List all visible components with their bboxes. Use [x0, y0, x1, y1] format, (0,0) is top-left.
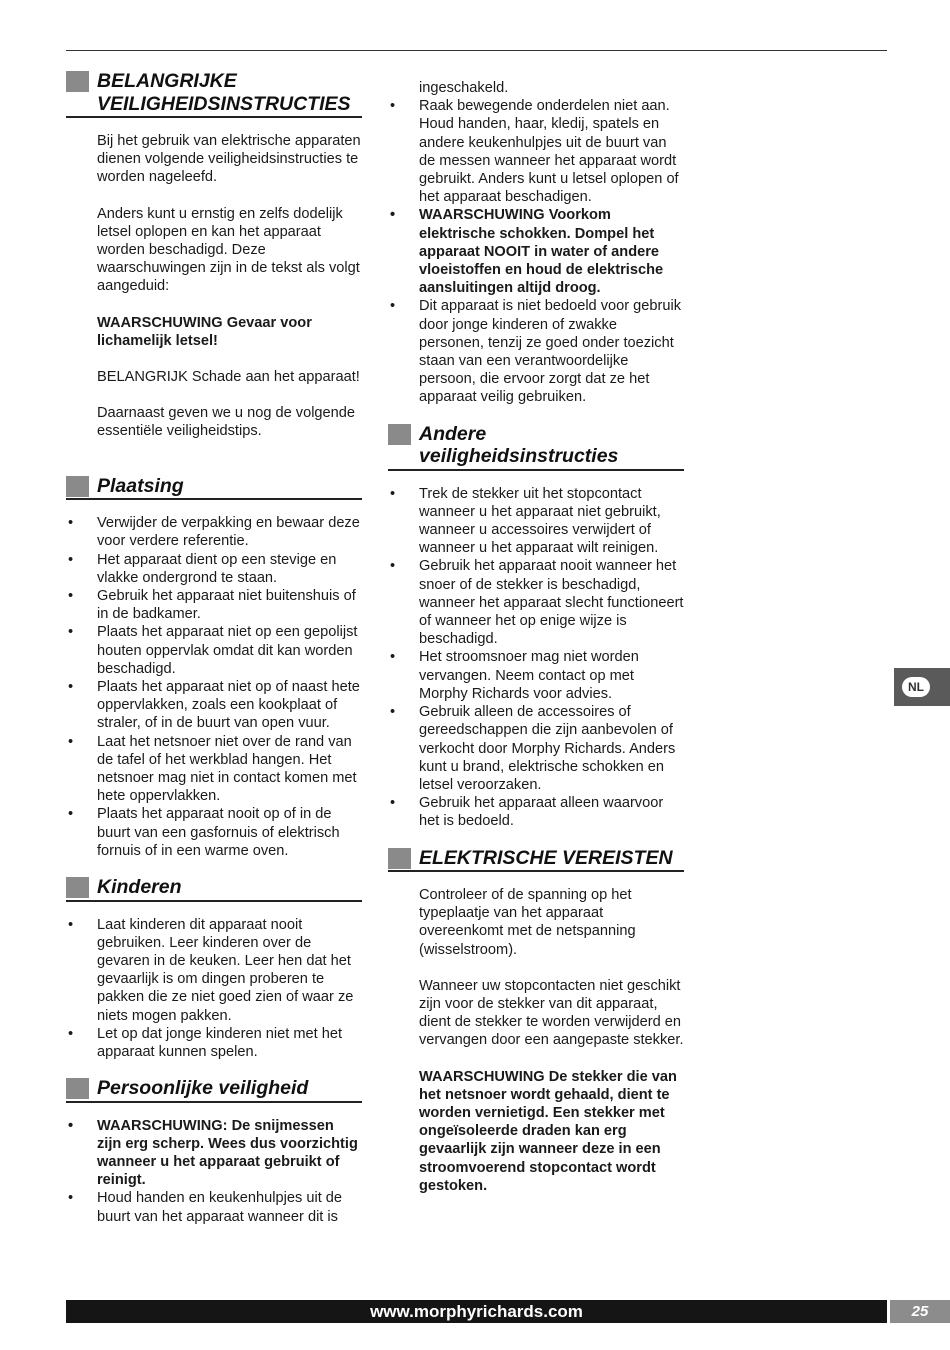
plug-paragraph: Wanneer uw stopcontacten niet geschikt zijn voor de stekker van dit apparaat, dient de stekker te worden verwijderd en vervangen door een aangepaste stekker. — [419, 977, 684, 1049]
heading-square-icon — [388, 424, 411, 445]
important-paragraph: BELANGRIJK Schade aan het apparaat! — [97, 369, 360, 386]
language-tab — [894, 668, 950, 706]
heading-title: Plaatsing — [97, 474, 184, 497]
heading-children — [66, 876, 362, 902]
children-list — [66, 916, 362, 1062]
continued-text: ingeschakeld. — [419, 80, 509, 96]
list-item: • Dit apparaat is niet bedoeld voor gebruik door jonge kinderen of zwakke personen, tenzij ze goed onder toezicht staan van een verantwoordelijke persoon, die ervoor zorgt dat ze het apparaat veilig gebruiken. — [388, 297, 684, 406]
heading-title: Persoonlijke veiligheid — [97, 1077, 309, 1100]
list-item: • Plaats het apparaat nooit op of in de buurt van een gasfornuis of elektrisch fornuis of in een warme oven. — [66, 805, 362, 860]
right-column — [388, 79, 684, 1213]
heading-line2: veiligheidsinstructies — [419, 445, 619, 468]
list-item: • Gebruik het apparaat nooit wanneer het snoer of de stekker is beschadigd, wanneer het apparaat slecht functioneert of wanneer het op enige wijze is beschadigd. — [388, 557, 684, 648]
heading-square-icon — [388, 848, 411, 869]
heading-square-icon — [66, 71, 89, 92]
heading-other-safety — [388, 423, 684, 471]
list-item: • Plaats het apparaat niet op of naast hete oppervlakken, zoals een kookplaat of straler, of in de buurt van open vuur. — [66, 678, 362, 733]
warning-paragraph: WAARSCHUWING Gevaar voor lichamelijk letsel! — [97, 314, 312, 349]
list-item: • Verwijder de verpakking en bewaar deze voor verdere referentie. — [66, 514, 362, 550]
list-item: • Plaats het apparaat niet op een gepolijst houten oppervlak omdat dit kan worden beschadigd. — [66, 623, 362, 678]
list-item: • WAARSCHUWING: De snijmessen zijn erg scherp. Wees dus voorzichtig wanneer u het apparaat gebruikt of reinigt. — [66, 1117, 362, 1190]
heading-title: Kinderen — [97, 876, 182, 898]
list-item: • WAARSCHUWING Voorkom elektrische schokken. Dompel het apparaat NOOIT in water of andere vloeistoffen en houd de elektrische aansluitingen altijd droog. — [388, 206, 684, 297]
heading-title: ELEKTRISCHE VEREISTEN — [419, 846, 673, 869]
intro-paragraph: Bij het gebruik van elektrische apparaten dienen volgende veiligheidsinstructies te worden nageleefd. — [97, 133, 361, 186]
list-item: • Raak bewegende onderdelen niet aan. Houd handen, haar, kledij, spatels en andere keukenhulpjes uit de buurt van de messen wanneer het apparaat wordt gebruikt. Anders kunt u letsel oplopen of het apparaat beschadigen. — [388, 97, 684, 206]
footer-website: www.morphyrichards.com — [66, 1300, 887, 1323]
list-item: • Gebruik het apparaat alleen waarvoor het is bedoeld. — [388, 794, 684, 830]
risk-paragraph: Anders kunt u ernstig en zelfs dodelijk letsel oplopen en kan het apparaat worden beschadigd. Deze waarschuwingen zijn in de tekst als volgt aangeduid: — [97, 205, 360, 295]
list-item: • Gebruik alleen de accessoires of gereedschappen die zijn aanbevolen of verkocht door Morphy Richards. Anders kunt u brand, elektrische schokken en letsel veroorzaken. — [388, 703, 684, 794]
plug-warning-paragraph: WAARSCHUWING De stekker die van het netsnoer wordt gehaald, dient te worden vernietigd. Een stekker met ongeïsoleerde draden kan erg gevaarlijk zijn wanneer deze in een stroomvoerend stopcontact wordt gestoken. — [419, 1068, 677, 1194]
heading-square-icon — [66, 1078, 89, 1099]
list-item: • Trek de stekker uit het stopcontact wanneer u het apparaat niet gebruikt, wanneer u accessoires verwijdert of wanneer u het apparaat wilt reinigen. — [388, 485, 684, 558]
personal-safety-list-continued — [388, 97, 684, 406]
heading-square-icon — [66, 877, 89, 898]
heading-square-icon — [66, 476, 89, 497]
list-item: • Gebruik het apparaat niet buitenshuis of in de badkamer. — [66, 587, 362, 623]
heading-line1: Andere — [419, 422, 487, 445]
heading-personal-safety — [66, 1077, 362, 1103]
heading-important-safety — [66, 70, 362, 118]
voltage-paragraph: Controleer of de spanning op het typeplaatje van het apparaat overeenkomt met de netspanning (wisselstroom). — [419, 887, 636, 958]
heading-line1: BELANGRIJKE — [97, 70, 237, 92]
left-column — [66, 70, 362, 1242]
list-item: • Laat kinderen dit apparaat nooit gebruiken. Leer kinderen over de gevaren in de keuken. Leer hen dat het gevaarlijk is om dingen proberen te pakken die ze niet goed zien of waar ze niets mogen pakken. — [66, 916, 362, 1025]
list-item: • Het stroomsnoer mag niet worden vervangen. Neem contact op met Morphy Richards voor advies. — [388, 648, 684, 703]
heading-electrical-requirements — [388, 847, 684, 873]
personal-safety-list — [66, 1117, 362, 1226]
heading-line2: VEILIGHEIDSINSTRUCTIES — [97, 92, 351, 115]
list-item: • Houd handen en keukenhulpjes uit de buurt van het apparaat wanneer dit is — [66, 1189, 362, 1225]
top-rule — [66, 50, 887, 51]
heading-placement — [66, 475, 362, 501]
list-item: • Laat het netsnoer niet over de rand van de tafel of het werkblad hangen. Het netsnoer mag niet in contact komen met hete oppervlakken. — [66, 733, 362, 806]
list-item: • Let op dat jonge kinderen niet met het apparaat kunnen spelen. — [66, 1025, 362, 1061]
tips-paragraph: Daarnaast geven we u nog de volgende essentiële veiligheidstips. — [97, 405, 356, 440]
page-number: 25 — [890, 1300, 950, 1323]
placement-list — [66, 514, 362, 860]
language-badge: NL — [902, 677, 930, 697]
other-safety-list — [388, 485, 684, 831]
list-item: • Het apparaat dient op een stevige en vlakke ondergrond te staan. — [66, 551, 362, 587]
